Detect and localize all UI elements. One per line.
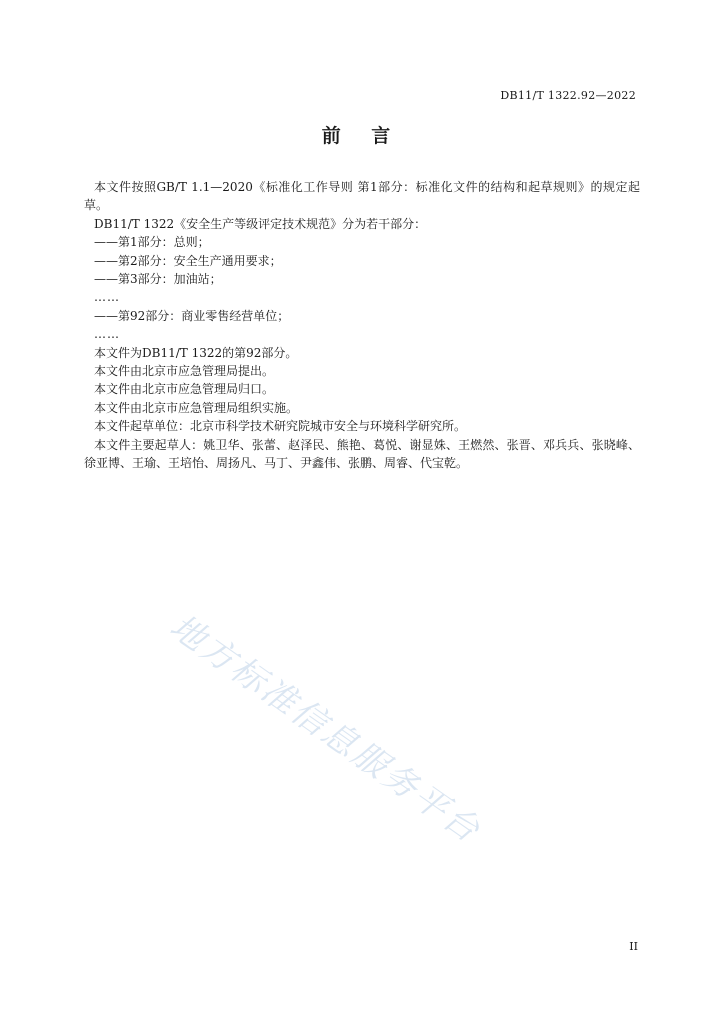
paragraph-series-intro: DB11/T 1322《安全生产等级评定技术规范》分为若干部分：	[94, 216, 427, 231]
watermark: 地方标准信息服务平台	[162, 606, 489, 852]
paragraph-part-number: 本文件为DB11/T 1322的第92部分。	[94, 345, 298, 360]
list-ellipsis: ……	[94, 327, 120, 342]
foreword-body	[84, 178, 640, 473]
page-title: 前 言	[321, 125, 403, 147]
paragraph-drafters: 本文件主要起草人：姚卫华、张蕾、赵泽民、熊艳、葛悦、谢显姝、王燃然、张晋、邓兵兵、张晓峰、徐亚博、王瑜、王培怡、周扬凡、马丁、尹鑫伟、张鹏、周睿、代宝乾。	[84, 437, 640, 471]
page-number: II	[629, 940, 638, 953]
paragraph-administrator: 本文件由北京市应急管理局归口。	[94, 382, 275, 397]
standard-code: DB11/T 1322.92—2022	[500, 89, 636, 102]
paragraph-drafting-basis: 本文件按照GB/T 1.1—2020《标准化工作导则 第1部分：标准化文件的结构和起草规则》的规定起草。	[84, 180, 640, 213]
paragraph-drafting-unit: 本文件起草单位：北京市科学技术研究院城市安全与环境科学研究所。	[94, 419, 467, 434]
list-item-part-3: ——第3部分：加油站；	[94, 272, 222, 287]
list-ellipsis: ……	[94, 290, 120, 305]
list-item-part-2: ——第2部分：安全生产通用要求；	[94, 253, 282, 268]
paragraph-implementer: 本文件由北京市应急管理局组织实施。	[94, 400, 299, 415]
list-item-part-1: ——第1部分：总则；	[94, 235, 210, 250]
list-item-part-92: ——第92部分：商业零售经营单位；	[94, 308, 290, 323]
paragraph-proposer: 本文件由北京市应急管理局提出。	[94, 364, 275, 379]
